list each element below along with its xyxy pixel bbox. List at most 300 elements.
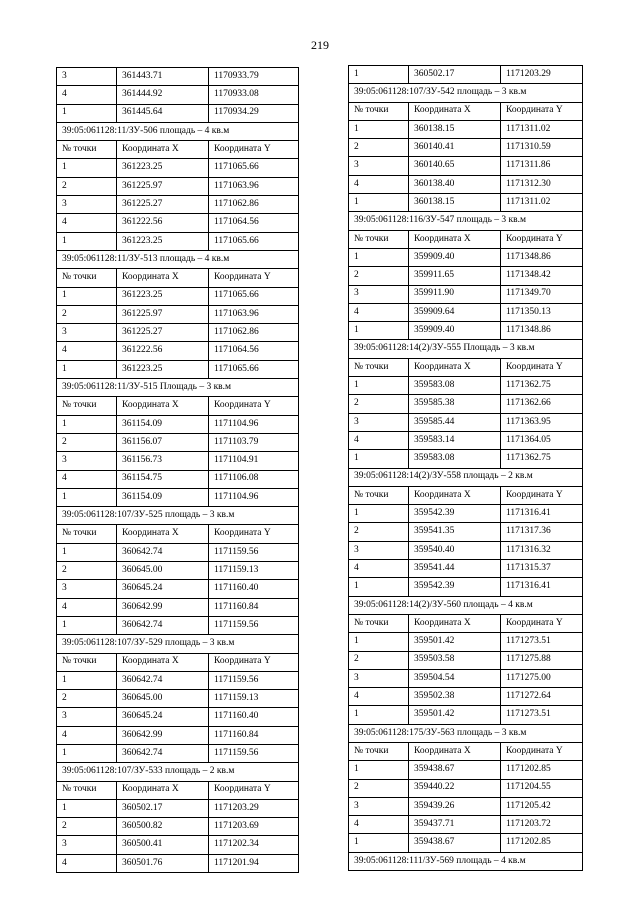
- coord-y-cell: 1171316.41: [501, 505, 583, 523]
- coord-y-cell: 1170933.08: [209, 86, 299, 104]
- parcel-title-row: [349, 340, 583, 358]
- coord-x-header: Координата X: [409, 614, 501, 632]
- point-number-cell: 4: [349, 688, 409, 706]
- coord-y-header: Координата Y: [501, 102, 583, 120]
- coord-x-cell: 359585.38: [409, 395, 501, 413]
- coord-x-header: Координата X: [117, 269, 209, 287]
- point-number-header: № точки: [57, 269, 117, 287]
- point-number-cell: 1: [57, 488, 117, 506]
- coord-y-cell: 1171204.55: [501, 779, 583, 797]
- table-row: [349, 431, 583, 449]
- coord-y-cell: 1171202.85: [501, 834, 583, 852]
- coord-y-cell: 1171065.66: [209, 159, 299, 177]
- parcel-title: 39:05:061128:107/ЗУ-533 площадь – 2 кв.м: [57, 763, 299, 781]
- table-row: [57, 177, 299, 195]
- coord-x-header: Координата X: [117, 141, 209, 159]
- coord-x-cell: 359583.08: [409, 450, 501, 468]
- parcel-title-row: [349, 84, 583, 102]
- table-row: [57, 671, 299, 689]
- table-row: [349, 377, 583, 395]
- table-row: [57, 287, 299, 305]
- parcel-title-row: [57, 763, 299, 781]
- table-row: [349, 157, 583, 175]
- coord-x-cell: 359502.38: [409, 688, 501, 706]
- coord-x-header: Координата X: [409, 102, 501, 120]
- coord-y-cell: 1171160.40: [209, 708, 299, 726]
- parcel-title-row: [349, 212, 583, 230]
- point-number-cell: 3: [57, 452, 117, 470]
- column-header-row: [57, 141, 299, 159]
- coord-x-cell: 360500.82: [117, 818, 209, 836]
- coord-y-header: Координата Y: [209, 525, 299, 543]
- coord-x-cell: 361223.25: [117, 232, 209, 250]
- coord-y-header: Координата Y: [209, 269, 299, 287]
- coord-x-cell: 359501.42: [409, 706, 501, 724]
- table-row: [57, 214, 299, 232]
- coord-x-cell: 359540.40: [409, 541, 501, 559]
- point-number-cell: 3: [349, 285, 409, 303]
- point-number-cell: 2: [57, 690, 117, 708]
- coord-x-cell: 360500.41: [117, 836, 209, 854]
- point-number-cell: 2: [349, 395, 409, 413]
- coord-x-header: Координата X: [117, 397, 209, 415]
- coord-y-header: Координата Y: [209, 781, 299, 799]
- point-number-cell: 2: [57, 818, 117, 836]
- point-number-header: № точки: [349, 614, 409, 632]
- coord-y-cell: 1171063.96: [209, 177, 299, 195]
- parcel-title-row: [57, 507, 299, 525]
- point-number-cell: 3: [57, 580, 117, 598]
- point-number-cell: 1: [349, 377, 409, 395]
- coord-y-cell: 1171159.13: [209, 690, 299, 708]
- table-row: [349, 175, 583, 193]
- point-number-cell: 1: [349, 633, 409, 651]
- coord-y-cell: 1171364.05: [501, 431, 583, 449]
- coord-x-cell: 359541.44: [409, 560, 501, 578]
- table-row: [349, 322, 583, 340]
- coord-y-cell: 1171160.84: [209, 598, 299, 616]
- point-number-cell: 1: [57, 543, 117, 561]
- coord-x-cell: 361225.97: [117, 305, 209, 323]
- table-row: [57, 799, 299, 817]
- coord-y-cell: 1171348.42: [501, 267, 583, 285]
- parcel-title: 39:05:061128:107/ЗУ-529 площадь – 3 кв.м: [57, 635, 299, 653]
- parcel-title: 39:05:061128:14(2)/ЗУ-555 Площадь – 3 кв.м: [349, 340, 583, 358]
- parcel-title: 39:05:061128:11/ЗУ-515 Площадь – 3 кв.м: [57, 379, 299, 397]
- coord-y-cell: 1171311.86: [501, 157, 583, 175]
- coord-x-cell: 359542.39: [409, 578, 501, 596]
- column-header-row: [349, 358, 583, 376]
- parcel-title: 39:05:061128:14(2)/ЗУ-558 площадь – 2 кв.м: [349, 468, 583, 486]
- point-number-cell: 4: [349, 560, 409, 578]
- coord-y-cell: 1171311.02: [501, 194, 583, 212]
- point-number-cell: 4: [57, 598, 117, 616]
- point-number-cell: 2: [349, 779, 409, 797]
- point-number-cell: 1: [57, 671, 117, 689]
- coord-x-header: Координата X: [409, 742, 501, 760]
- column-header-row: [57, 653, 299, 671]
- table-row: [349, 303, 583, 321]
- table-row: [349, 797, 583, 815]
- point-number-cell: 4: [57, 854, 117, 872]
- parcel-title: 39:05:061128:14(2)/ЗУ-560 площадь – 4 кв.м: [349, 596, 583, 614]
- coord-y-cell: 1171273.51: [501, 706, 583, 724]
- coord-x-header: Координата X: [409, 230, 501, 248]
- point-number-cell: 3: [57, 836, 117, 854]
- column-header-row: [349, 614, 583, 632]
- table-row: [349, 505, 583, 523]
- coord-x-cell: 360138.15: [409, 120, 501, 138]
- table-row: [57, 470, 299, 488]
- coord-y-cell: 1171159.56: [209, 671, 299, 689]
- table-row: [57, 580, 299, 598]
- point-number-header: № точки: [57, 525, 117, 543]
- coord-x-cell: 360502.17: [409, 66, 501, 84]
- point-number-cell: 1: [57, 744, 117, 762]
- column-header-row: [57, 397, 299, 415]
- coord-x-cell: 359583.14: [409, 431, 501, 449]
- table-row: [349, 248, 583, 266]
- coord-x-cell: 361223.25: [117, 360, 209, 378]
- table-row: [349, 779, 583, 797]
- coord-x-cell: 361154.09: [117, 415, 209, 433]
- coord-x-header: Координата X: [117, 653, 209, 671]
- coord-x-cell: 361443.71: [117, 68, 209, 86]
- table-row: [349, 834, 583, 852]
- coord-y-cell: 1171275.00: [501, 669, 583, 687]
- table-row: [349, 523, 583, 541]
- coord-y-cell: 1171203.72: [501, 816, 583, 834]
- column-header-row: [57, 781, 299, 799]
- coord-y-header: Координата Y: [209, 141, 299, 159]
- coord-x-cell: 360642.74: [117, 744, 209, 762]
- table-row: [57, 452, 299, 470]
- coord-y-cell: 1171065.66: [209, 287, 299, 305]
- coord-y-header: Координата Y: [501, 614, 583, 632]
- coord-y-header: Координата Y: [501, 742, 583, 760]
- point-number-cell: 4: [349, 431, 409, 449]
- coord-x-cell: 359909.40: [409, 248, 501, 266]
- coord-x-cell: 360138.40: [409, 175, 501, 193]
- coord-x-cell: 360642.74: [117, 543, 209, 561]
- coord-y-cell: 1171104.96: [209, 415, 299, 433]
- point-number-cell: 1: [349, 706, 409, 724]
- coord-y-cell: 1171065.66: [209, 232, 299, 250]
- parcel-title-row: [349, 596, 583, 614]
- coord-y-cell: 1171103.79: [209, 433, 299, 451]
- table-row: [57, 68, 299, 86]
- column-header-row: [349, 230, 583, 248]
- point-number-cell: 1: [349, 450, 409, 468]
- point-number-cell: 1: [349, 761, 409, 779]
- coord-x-cell: 359504.54: [409, 669, 501, 687]
- point-number-cell: 3: [57, 196, 117, 214]
- table-row: [349, 194, 583, 212]
- point-number-cell: 1: [57, 616, 117, 634]
- table-row: [57, 854, 299, 872]
- point-number-header: № точки: [349, 358, 409, 376]
- coord-y-cell: 1171316.41: [501, 578, 583, 596]
- coord-y-cell: 1171062.86: [209, 196, 299, 214]
- coord-x-cell: 360645.00: [117, 690, 209, 708]
- point-number-cell: 1: [57, 415, 117, 433]
- point-number-cell: 4: [57, 86, 117, 104]
- table-row: [57, 415, 299, 433]
- point-number-cell: 3: [349, 413, 409, 431]
- table-row: [349, 761, 583, 779]
- coord-x-cell: 361154.09: [117, 488, 209, 506]
- table-row: [349, 541, 583, 559]
- table-row: [349, 560, 583, 578]
- table-row: [57, 543, 299, 561]
- point-number-cell: 3: [349, 797, 409, 815]
- coord-x-cell: 360642.99: [117, 726, 209, 744]
- coord-y-cell: 1171312.30: [501, 175, 583, 193]
- point-number-cell: 2: [349, 139, 409, 157]
- table-row: [57, 360, 299, 378]
- coord-y-cell: 1171106.08: [209, 470, 299, 488]
- parcel-title: 39:05:061128:11/ЗУ-506 площадь – 4 кв.м: [57, 122, 299, 140]
- coord-y-cell: 1170933.79: [209, 68, 299, 86]
- coord-y-cell: 1171363.95: [501, 413, 583, 431]
- coord-y-cell: 1171317.36: [501, 523, 583, 541]
- table-row: [57, 726, 299, 744]
- table-row: [349, 578, 583, 596]
- point-number-header: № точки: [57, 781, 117, 799]
- coord-y-cell: 1171064.56: [209, 214, 299, 232]
- coord-y-cell: 1171203.29: [501, 66, 583, 84]
- coord-x-cell: 359438.67: [409, 761, 501, 779]
- coord-x-cell: 359541.35: [409, 523, 501, 541]
- coord-x-cell: 360502.17: [117, 799, 209, 817]
- point-number-cell: 3: [57, 68, 117, 86]
- coord-y-cell: 1171203.29: [209, 799, 299, 817]
- parcel-title: 39:05:061128:116/ЗУ-547 площадь – 3 кв.м: [349, 212, 583, 230]
- coord-x-cell: 359439.26: [409, 797, 501, 815]
- coord-y-cell: 1171159.56: [209, 616, 299, 634]
- point-number-header: № точки: [57, 141, 117, 159]
- parcel-title: 39:05:061128:175/ЗУ-563 площадь – 3 кв.м: [349, 724, 583, 742]
- coord-x-cell: 360140.41: [409, 139, 501, 157]
- parcel-title: 39:05:061128:107/ЗУ-542 площадь – 3 кв.м: [349, 84, 583, 102]
- coord-y-cell: 1170934.29: [209, 104, 299, 122]
- parcel-title-row: [57, 122, 299, 140]
- table-row: [349, 395, 583, 413]
- table-row: [57, 104, 299, 122]
- coord-x-cell: 361225.27: [117, 324, 209, 342]
- page-number: 219: [311, 38, 329, 52]
- point-number-cell: 4: [349, 175, 409, 193]
- coord-y-cell: 1171203.69: [209, 818, 299, 836]
- point-number-cell: 1: [349, 505, 409, 523]
- coord-y-cell: 1171349.70: [501, 285, 583, 303]
- point-number-cell: 4: [57, 342, 117, 360]
- table-row: [57, 433, 299, 451]
- point-number-cell: 4: [349, 303, 409, 321]
- coord-y-cell: 1171362.75: [501, 450, 583, 468]
- point-number-cell: 4: [57, 470, 117, 488]
- column-header-row: [349, 742, 583, 760]
- coord-x-cell: 359438.67: [409, 834, 501, 852]
- parcel-title-row: [349, 724, 583, 742]
- coord-y-cell: 1171362.75: [501, 377, 583, 395]
- point-number-cell: 3: [57, 324, 117, 342]
- coord-x-cell: 361154.75: [117, 470, 209, 488]
- table-row: [57, 708, 299, 726]
- coord-x-cell: 361156.07: [117, 433, 209, 451]
- table-row: [349, 139, 583, 157]
- table-row: [57, 616, 299, 634]
- point-number-cell: 2: [349, 267, 409, 285]
- coord-y-cell: 1171350.13: [501, 303, 583, 321]
- table-row: [57, 562, 299, 580]
- coord-x-cell: 359585.44: [409, 413, 501, 431]
- point-number-cell: 2: [349, 651, 409, 669]
- coord-x-cell: 359501.42: [409, 633, 501, 651]
- point-number-cell: 1: [349, 248, 409, 266]
- table-row: [349, 66, 583, 84]
- coord-x-cell: 361222.56: [117, 214, 209, 232]
- coord-x-cell: 360138.15: [409, 194, 501, 212]
- coord-x-cell: 361225.27: [117, 196, 209, 214]
- table-row: [57, 305, 299, 323]
- point-number-cell: 2: [57, 433, 117, 451]
- coord-y-cell: 1171272.64: [501, 688, 583, 706]
- column-header-row: [349, 102, 583, 120]
- point-number-header: № точки: [349, 102, 409, 120]
- coord-y-cell: 1171065.66: [209, 360, 299, 378]
- table-row: [57, 488, 299, 506]
- coord-y-header: Координата Y: [209, 653, 299, 671]
- coord-y-header: Координата Y: [209, 397, 299, 415]
- coord-x-cell: 361222.56: [117, 342, 209, 360]
- coord-y-cell: 1171160.40: [209, 580, 299, 598]
- table-row: [349, 267, 583, 285]
- coord-y-cell: 1171202.34: [209, 836, 299, 854]
- right-coordinates-table: [348, 65, 583, 871]
- point-number-cell: 1: [349, 322, 409, 340]
- point-number-cell: 1: [349, 834, 409, 852]
- table-row: [57, 324, 299, 342]
- point-number-cell: 4: [349, 816, 409, 834]
- parcel-title: 39:05:061128:11/ЗУ-513 площадь – 4 кв.м: [57, 250, 299, 268]
- point-number-cell: 1: [349, 578, 409, 596]
- coord-y-cell: 1171159.56: [209, 543, 299, 561]
- coord-y-cell: 1171159.56: [209, 744, 299, 762]
- coord-y-cell: 1171201.94: [209, 854, 299, 872]
- coord-y-header: Координата Y: [501, 358, 583, 376]
- coord-y-cell: 1171063.96: [209, 305, 299, 323]
- coord-x-cell: 359909.64: [409, 303, 501, 321]
- coord-y-cell: 1171159.13: [209, 562, 299, 580]
- point-number-cell: 1: [349, 66, 409, 84]
- left-coordinates-table: [56, 67, 299, 873]
- table-row: [57, 196, 299, 214]
- parcel-title-row: [57, 635, 299, 653]
- coord-x-cell: 361223.25: [117, 159, 209, 177]
- coord-x-cell: 360642.74: [117, 616, 209, 634]
- point-number-header: № точки: [349, 486, 409, 504]
- coord-x-cell: 359583.08: [409, 377, 501, 395]
- point-number-cell: 4: [57, 726, 117, 744]
- coord-x-header: Координата X: [409, 358, 501, 376]
- parcel-title-row: [57, 379, 299, 397]
- coord-y-cell: 1171348.86: [501, 322, 583, 340]
- coord-y-cell: 1171202.85: [501, 761, 583, 779]
- coord-y-header: Координата Y: [501, 230, 583, 248]
- table-row: [57, 690, 299, 708]
- coord-x-cell: 359911.90: [409, 285, 501, 303]
- point-number-cell: 3: [349, 157, 409, 175]
- point-number-header: № точки: [57, 653, 117, 671]
- point-number-cell: 1: [349, 194, 409, 212]
- point-number-cell: 3: [57, 708, 117, 726]
- table-row: [349, 450, 583, 468]
- coord-y-cell: 1171310.59: [501, 139, 583, 157]
- coord-y-cell: 1171064.56: [209, 342, 299, 360]
- coord-x-cell: 360642.74: [117, 671, 209, 689]
- parcel-title-row: [57, 250, 299, 268]
- coord-x-cell: 361444.92: [117, 86, 209, 104]
- coord-x-cell: 360140.65: [409, 157, 501, 175]
- coord-y-header: Координата Y: [501, 486, 583, 504]
- coord-x-cell: 361223.25: [117, 287, 209, 305]
- point-number-cell: 1: [57, 232, 117, 250]
- table-row: [349, 816, 583, 834]
- point-number-header: № точки: [349, 230, 409, 248]
- table-row: [57, 86, 299, 104]
- coord-x-cell: 360501.76: [117, 854, 209, 872]
- point-number-cell: 1: [57, 799, 117, 817]
- table-row: [57, 818, 299, 836]
- column-header-row: [349, 486, 583, 504]
- table-row: [349, 413, 583, 431]
- coord-x-cell: 361225.97: [117, 177, 209, 195]
- coord-y-cell: 1171348.86: [501, 248, 583, 266]
- table-row: [57, 598, 299, 616]
- table-row: [349, 688, 583, 706]
- parcel-title-row: [349, 852, 583, 870]
- table-row: [349, 120, 583, 138]
- point-number-cell: 2: [349, 523, 409, 541]
- coord-y-cell: 1171160.84: [209, 726, 299, 744]
- point-number-cell: 4: [57, 214, 117, 232]
- parcel-title: 39:05:061128:111/ЗУ-569 площадь – 4 кв.м: [349, 852, 583, 870]
- column-header-row: [57, 269, 299, 287]
- coord-y-cell: 1171273.51: [501, 633, 583, 651]
- table-row: [57, 836, 299, 854]
- coord-x-header: Координата X: [117, 525, 209, 543]
- coord-y-cell: 1171316.32: [501, 541, 583, 559]
- table-row: [349, 633, 583, 651]
- point-number-cell: 1: [57, 287, 117, 305]
- point-number-header: № точки: [57, 397, 117, 415]
- table-row: [349, 669, 583, 687]
- coord-x-cell: 359503.58: [409, 651, 501, 669]
- coord-x-cell: 360645.00: [117, 562, 209, 580]
- point-number-header: № точки: [349, 742, 409, 760]
- coord-y-cell: 1171104.96: [209, 488, 299, 506]
- coord-x-cell: 359440.22: [409, 779, 501, 797]
- coord-x-cell: 359909.40: [409, 322, 501, 340]
- table-row: [349, 651, 583, 669]
- point-number-cell: 3: [349, 669, 409, 687]
- point-number-cell: 2: [57, 305, 117, 323]
- coord-y-cell: 1171275.88: [501, 651, 583, 669]
- table-row: [57, 159, 299, 177]
- parcel-title-row: [349, 468, 583, 486]
- coord-x-cell: 360645.24: [117, 708, 209, 726]
